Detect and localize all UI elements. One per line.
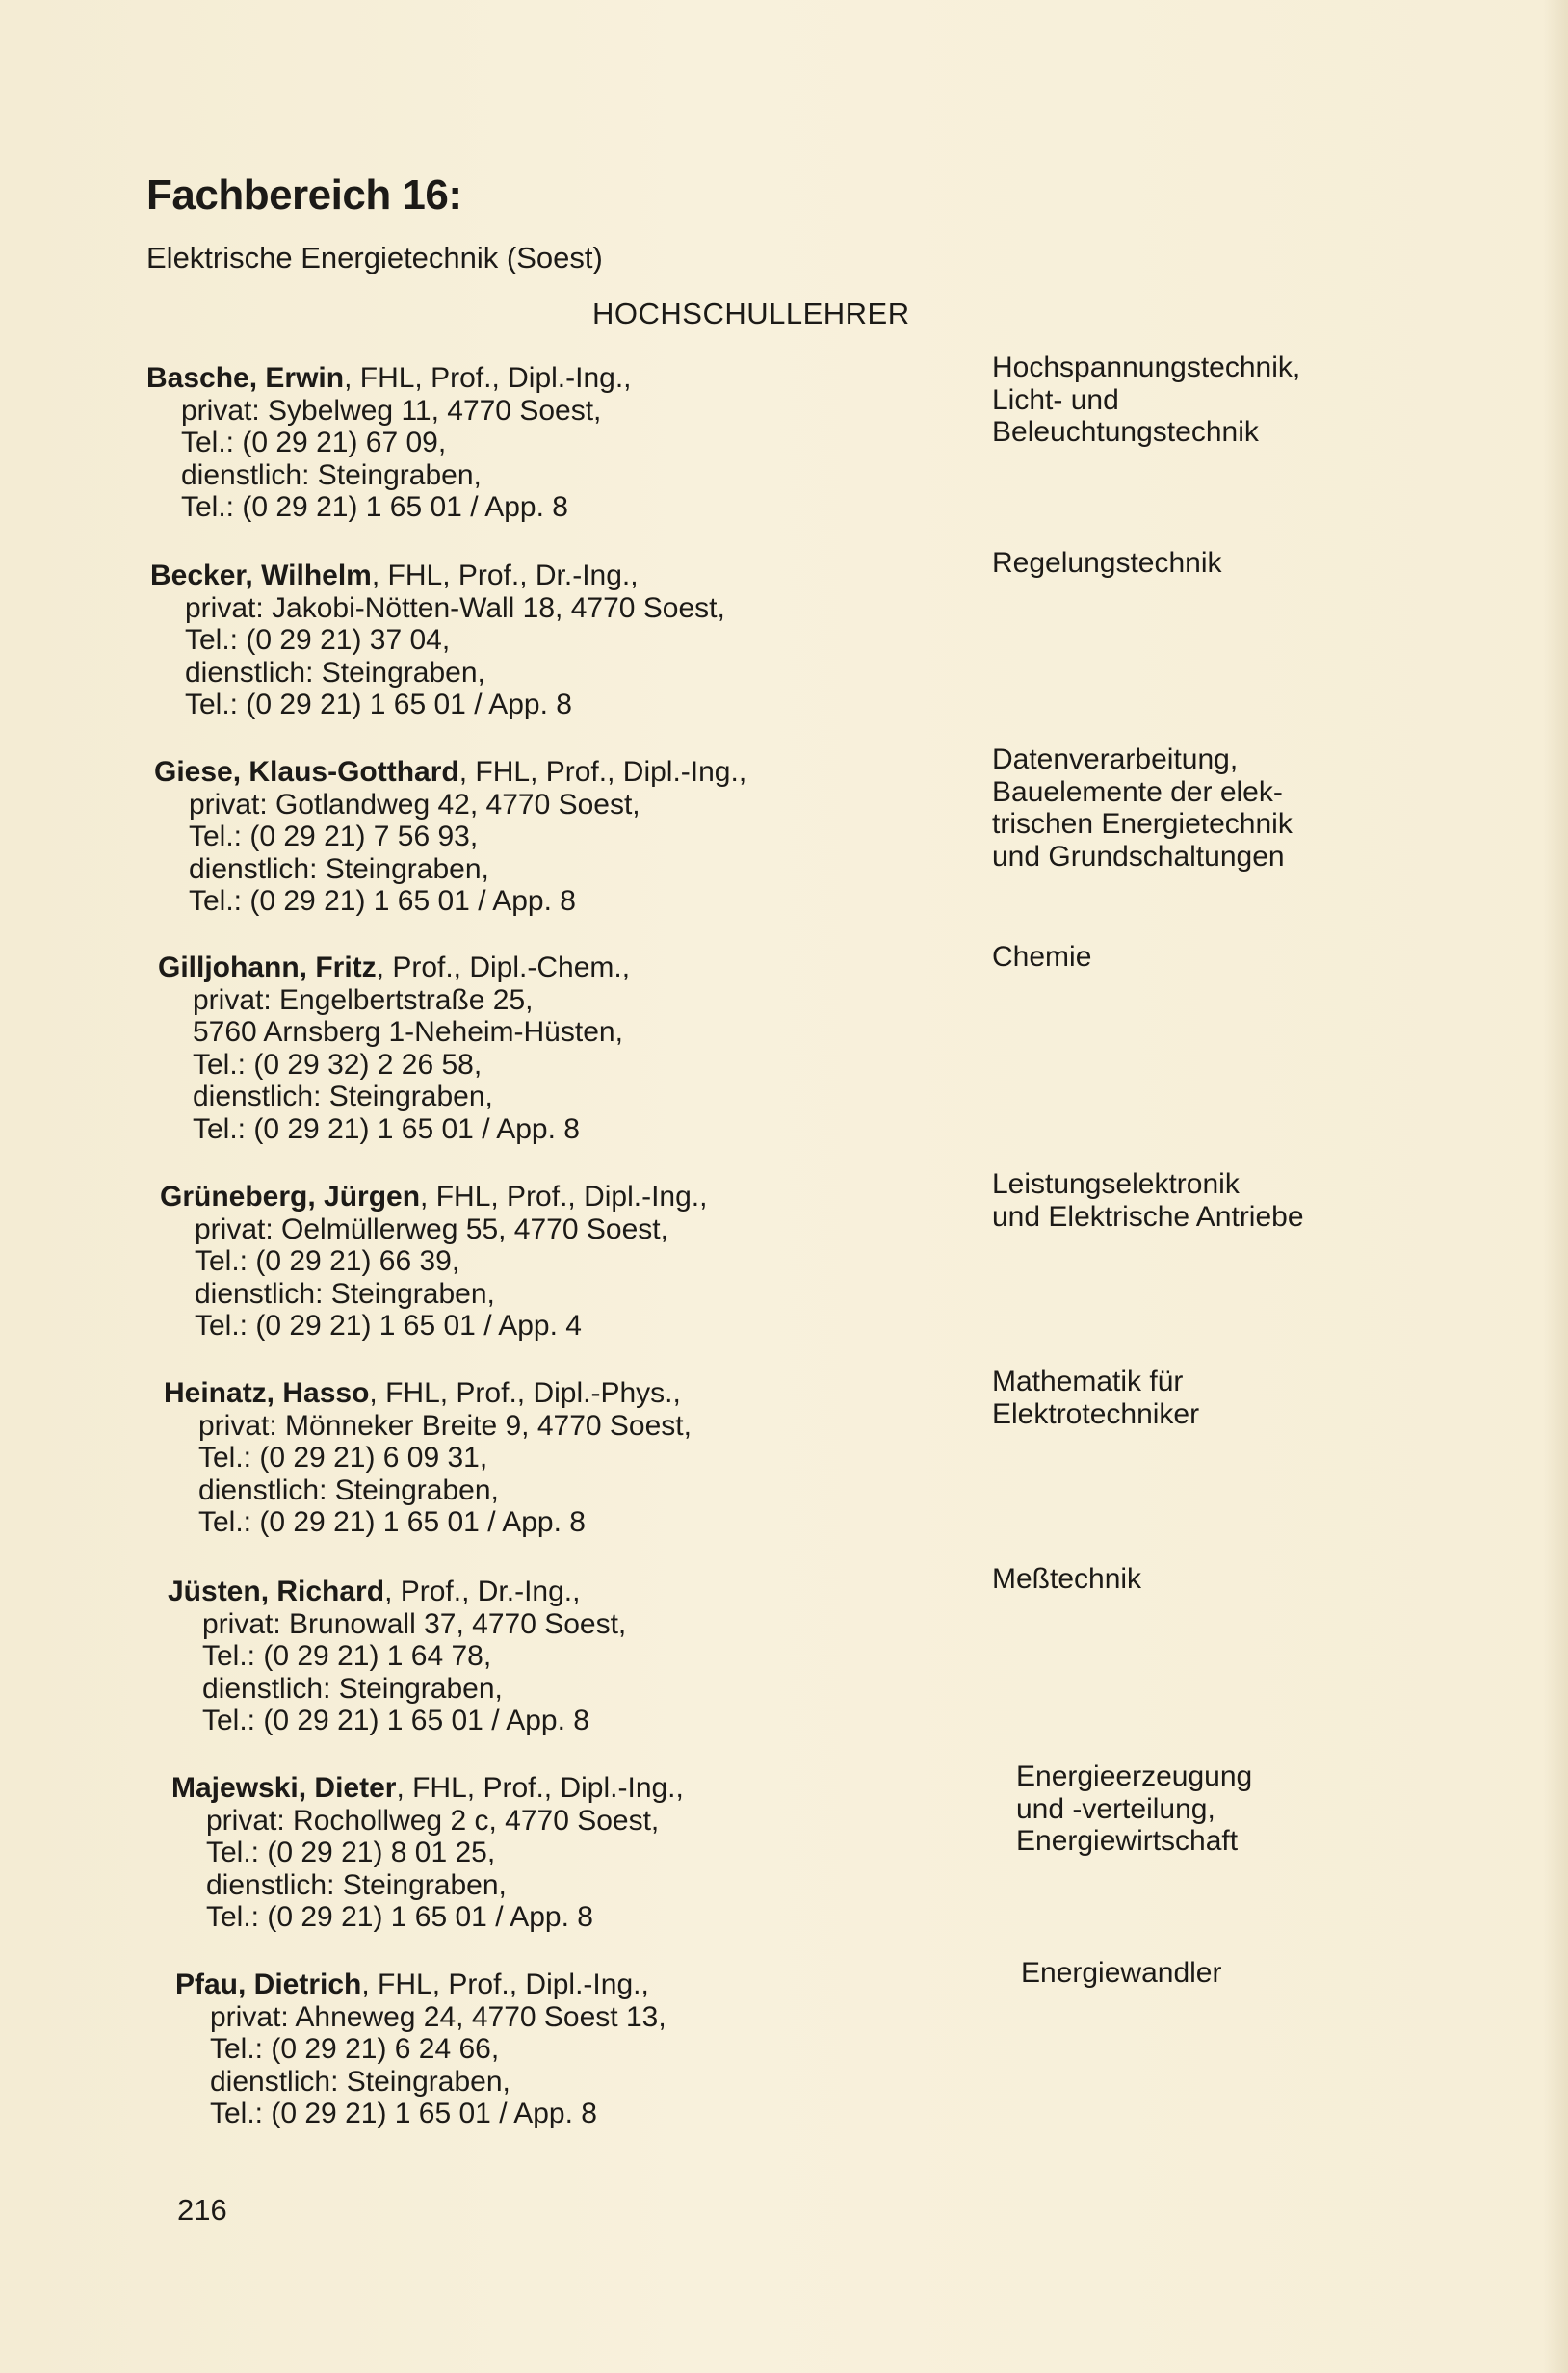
entry-line: dienstlich: Steingraben, xyxy=(206,1868,507,1901)
subject-line: Energiewandler xyxy=(1021,1957,1222,1989)
faculty-name: Grüneberg, Jürgen xyxy=(160,1181,421,1213)
entry-line: Tel.: (0 29 32) 2 26 58, xyxy=(193,1048,483,1081)
faculty-name: Pfau, Dietrich xyxy=(175,1969,362,2000)
faculty-title: , FHL, Prof., Dipl.-Phys., xyxy=(369,1377,681,1409)
entry-line: Tel.: (0 29 21) 37 04, xyxy=(185,624,451,656)
subject-area xyxy=(1016,1760,1252,1858)
entry-line: Tel.: (0 29 21) 8 01 25, xyxy=(206,1837,496,1868)
entry-line: Tel.: (0 29 21) 1 65 01 / App. 8 xyxy=(193,1112,580,1145)
entry-line: dienstlich: Steingraben, xyxy=(193,1081,493,1112)
subject-line: Beleuchtungstechnik xyxy=(992,416,1259,448)
entry-line: Tel.: (0 29 21) 6 24 66, xyxy=(210,2033,500,2065)
faculty-title: , FHL, Prof., Dipl.-Ing., xyxy=(420,1181,708,1213)
entry-line: Tel.: (0 29 21) 1 65 01 / App. 8 xyxy=(185,689,572,720)
faculty-title: , FHL, Prof., Dipl.-Ing., xyxy=(458,756,747,788)
faculty-entry xyxy=(158,952,630,1145)
faculty-entry xyxy=(154,756,746,918)
entry-line: Tel.: (0 29 21) 66 39, xyxy=(195,1245,460,1277)
subject-line: Energieerzeugung xyxy=(1016,1760,1253,1792)
subject-area xyxy=(992,941,1091,974)
subject-line: trischen Energietechnik xyxy=(992,808,1293,840)
subject-line: Hochspannungstechnik, xyxy=(992,352,1301,383)
entry-line: dienstlich: Steingraben, xyxy=(202,1672,503,1705)
page-heading: Fachbereich 16: xyxy=(146,171,462,219)
subject-area xyxy=(1021,1957,1221,1990)
subject-line: Meßtechnik xyxy=(992,1563,1142,1595)
faculty-entry xyxy=(175,1969,666,2130)
entry-line: Tel.: (0 29 21) 1 64 78, xyxy=(202,1640,492,1672)
subject-line: und Elektrische Antriebe xyxy=(992,1200,1304,1233)
faculty-name: Jüsten, Richard xyxy=(168,1576,385,1607)
subject-area xyxy=(992,547,1222,580)
faculty-title: , FHL, Prof., Dipl.-Ing., xyxy=(344,362,632,394)
subject-area xyxy=(992,1563,1141,1596)
entry-line: Tel.: (0 29 21) 1 65 01 / App. 8 xyxy=(181,491,568,523)
entry-line: Tel.: (0 29 21) 1 65 01 / App. 8 xyxy=(198,1506,586,1538)
entry-line: privat: Sybelweg 11, 4770 Soest, xyxy=(181,394,602,427)
entry-line: dienstlich: Steingraben, xyxy=(185,656,485,689)
faculty-entry xyxy=(146,362,632,524)
faculty-title: , FHL, Prof., Dipl.-Ing., xyxy=(361,1969,649,2000)
faculty-entry xyxy=(171,1772,684,1934)
entry-line: dienstlich: Steingraben, xyxy=(189,852,489,885)
entry-line: privat: Ahneweg 24, 4770 Soest 13, xyxy=(210,2000,666,2033)
entry-line: dienstlich: Steingraben, xyxy=(210,2065,510,2098)
subject-line: Bauelemente der elek- xyxy=(992,775,1283,808)
faculty-name: Basche, Erwin xyxy=(146,362,345,394)
faculty-name: Giese, Klaus-Gotthard xyxy=(154,756,459,788)
faculty-title: , FHL, Prof., Dipl.-Ing., xyxy=(396,1772,684,1804)
entry-line: privat: Oelmüllerweg 55, 4770 Soest, xyxy=(195,1213,668,1245)
entry-line: Tel.: (0 29 21) 6 09 31, xyxy=(198,1442,488,1473)
department-subtitle: Elektrische Energietechnik (Soest) xyxy=(146,241,603,274)
entry-line: privat: Mönneker Breite 9, 4770 Soest, xyxy=(198,1409,692,1442)
subject-line: Licht- und xyxy=(992,383,1119,416)
entry-line: privat: Engelbertstraße 25, xyxy=(193,983,534,1016)
entry-line: Tel.: (0 29 21) 1 65 01 / App. 8 xyxy=(206,1901,593,1933)
subject-line: Regelungstechnik xyxy=(992,547,1222,579)
entry-line: privat: Jakobi-Nötten-Wall 18, 4770 Soest, xyxy=(185,591,725,624)
subject-line: Leistungselektronik xyxy=(992,1168,1240,1200)
entry-line: privat: Rochollweg 2 c, 4770 Soest, xyxy=(206,1804,660,1837)
entry-line: privat: Brunowall 37, 4770 Soest, xyxy=(202,1607,627,1640)
faculty-entry xyxy=(164,1377,692,1539)
faculty-name: Becker, Wilhelm xyxy=(150,560,372,591)
faculty-entry xyxy=(160,1181,707,1343)
faculty-name: Heinatz, Hasso xyxy=(164,1377,370,1409)
subject-line: Datenverarbeitung, xyxy=(992,743,1239,775)
entry-line: dienstlich: Steingraben, xyxy=(195,1277,495,1310)
faculty-name: Gilljohann, Fritz xyxy=(158,952,377,983)
faculty-entry xyxy=(168,1576,626,1737)
subject-area xyxy=(992,743,1293,873)
entry-line: dienstlich: Steingraben, xyxy=(181,458,482,491)
faculty-name: Majewski, Dieter xyxy=(171,1772,397,1804)
entry-line: Tel.: (0 29 21) 1 65 01 / App. 8 xyxy=(202,1705,589,1736)
subject-line: und -verteilung, xyxy=(1016,1792,1215,1825)
subject-line: Chemie xyxy=(992,941,1092,973)
subject-line: und Grundschaltungen xyxy=(992,840,1285,873)
faculty-title: , Prof., Dr.-Ing., xyxy=(384,1576,581,1607)
entry-line: dienstlich: Steingraben, xyxy=(198,1473,499,1506)
faculty-title: , FHL, Prof., Dr.-Ing., xyxy=(371,560,639,591)
page-number: 216 xyxy=(177,2193,227,2227)
subject-area xyxy=(992,1366,1199,1430)
subject-area xyxy=(992,1168,1304,1233)
faculty-entry xyxy=(150,560,725,721)
entry-line: Tel.: (0 29 21) 1 65 01 / App. 8 xyxy=(189,885,576,917)
section-label: HOCHSCHULLEHRER xyxy=(592,297,910,330)
page-edge-shading xyxy=(1543,0,1568,2373)
entry-line: Tel.: (0 29 21) 1 65 01 / App. 4 xyxy=(195,1310,582,1342)
entry-line: Tel.: (0 29 21) 67 09, xyxy=(181,427,447,458)
subject-line: Elektrotechniker xyxy=(992,1397,1200,1430)
entry-line: privat: Gotlandweg 42, 4770 Soest, xyxy=(189,788,640,821)
subject-area xyxy=(992,352,1300,449)
entry-line: Tel.: (0 29 21) 7 56 93, xyxy=(189,821,479,852)
entry-line: Tel.: (0 29 21) 1 65 01 / App. 8 xyxy=(210,2098,597,2129)
entry-line: 5760 Arnsberg 1-Neheim-Hüsten, xyxy=(193,1016,623,1048)
faculty-title: , Prof., Dipl.-Chem., xyxy=(376,952,631,983)
subject-line: Energiewirtschaft xyxy=(1016,1825,1239,1857)
subject-line: Mathematik für xyxy=(992,1366,1184,1397)
